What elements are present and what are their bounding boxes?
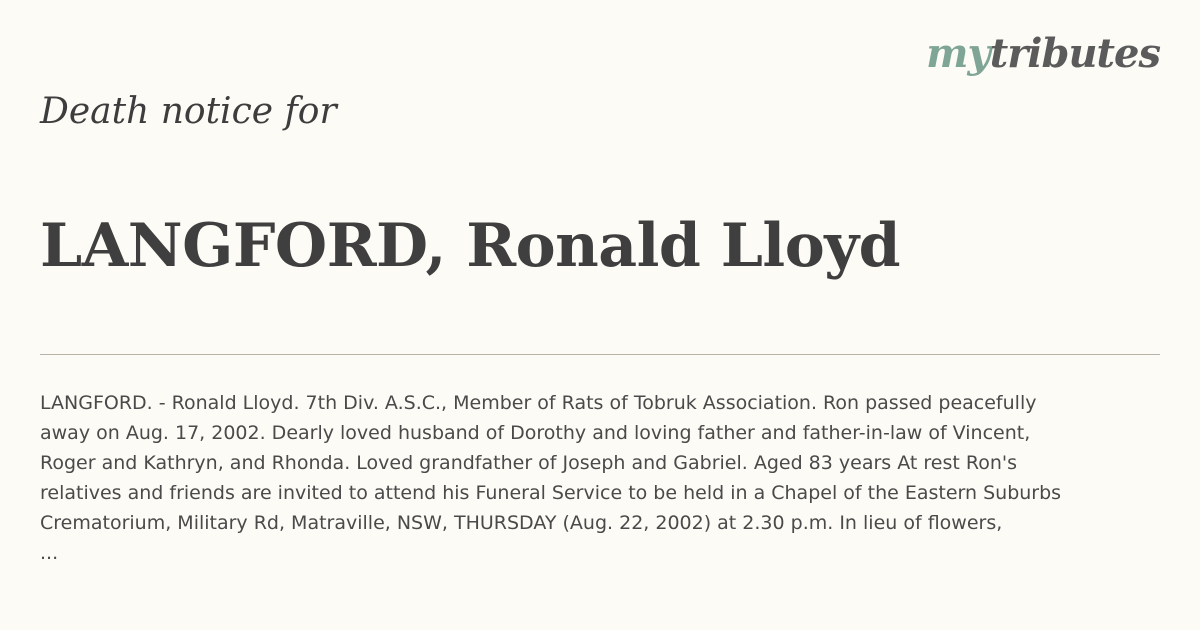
divider xyxy=(40,354,1160,355)
logo-my: my xyxy=(926,30,990,77)
logo-tributes: tributes xyxy=(989,30,1160,77)
death-notice-heading: Death notice for xyxy=(40,91,337,132)
notice-body-text: LANGFORD. - Ronald Lloyd. 7th Div. A.S.C., Member of Rats of Tobruk Association. Ron passed peacefully away on Aug. 17, 2002. Dearly loved husband of Dorothy and loving father and father-in-law of Vincent, Roger and Kathryn, and Rhonda. Loved grandfather of Joseph and Gabriel. Aged 83 years At rest Ron's relatives and friends are invited to attend his Funeral Service to be held in a Chapel of the Eastern Suburbs Crematorium, Military Rd, Matraville, NSW, THURSDAY (Aug. 22, 2002) at 2.30 p.m. In lieu of flowers, ... xyxy=(40,392,1062,564)
mytributes-logo[interactable] xyxy=(926,30,1160,77)
deceased-name: LANGFORD, Ronald Lloyd xyxy=(40,211,901,281)
